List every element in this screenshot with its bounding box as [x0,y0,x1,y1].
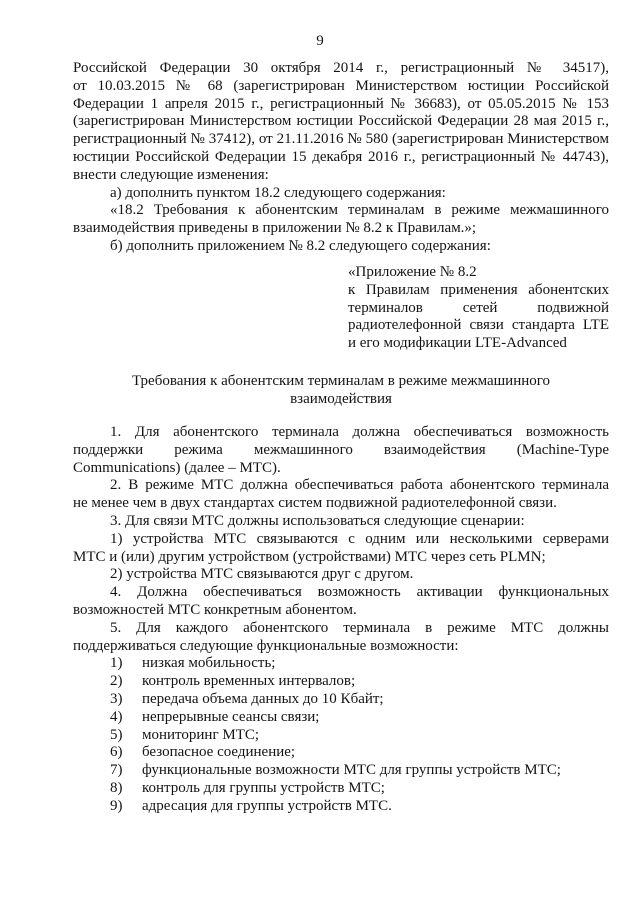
item-number: 7) [110,762,123,779]
item-number: 3) [110,690,123,707]
item-number: 9) [110,797,123,814]
requirements-body [73,424,609,816]
list-item [73,744,609,762]
item-text: низкая мобильность; [142,655,276,672]
page-number: 9 [316,33,324,49]
list-item [73,798,609,816]
quote-line: «18.2 Требования к абонентским терминалам в режиме межмашинного [110,202,609,219]
text-line: Федерации 1 апреля 2015 г., регистрационный № 36683), от 05.05.2015 № 153 [73,95,609,112]
item-number: 5) [110,726,123,743]
text-line: регистрационный № 37412), от 21.11.2016 № 580 (зарегистрирован Министерством [73,131,609,148]
text-line: Российской Федерации 30 октября 2014 г., регистрационный № 34517), [73,60,609,76]
clause-line: поддерживаться следующие функциональные возможности: [73,637,459,654]
list-item [73,709,609,727]
item-text: контроль для группы устройств МТС; [142,779,385,796]
appendix-line: и его модификации LTE-Advanced [348,335,567,352]
list-item [73,780,609,798]
appendix-line: терминалов сетей подвижной [348,299,609,316]
clause-line: 1. Для абонентского терминала должна обеспечиваться возможность [110,424,609,440]
list-item [73,673,609,691]
scenario-line: 2) устройства МТС связываются друг с другом. [110,566,414,583]
appendix-header [348,264,609,353]
item-text: безопасное соединение; [142,744,296,761]
item-text: функциональные возможности МТС для группы устройств МТС; [142,762,561,779]
item-number: 8) [110,779,123,796]
clause-line: Communications) (далее – МТС). [73,459,281,476]
item-text: передача объема данных до 10 Кбайт; [142,690,384,707]
list-item [73,727,609,745]
clause-line: 3. Для связи МТС должны использоваться следующие сценарии: [110,512,525,529]
list-item [73,691,609,709]
appendix-line: к Правилам применения абонентских [348,281,609,298]
item-number: 6) [110,744,123,761]
scenario-line: МТС и (или) другим устройством (устройствами) МТС через сеть PLMN; [73,548,546,565]
item-number: 2) [110,673,123,690]
text-line: от 10.03.2015 № 68 (зарегистрирован Министерством юстиции Российской [73,77,609,94]
clause-line: 2. В режиме МТС должна обеспечиваться работа абонентского терминала [110,477,609,494]
item-text: мониторинг МТС; [142,726,260,743]
clause-line: не менее чем в двух стандартах систем подвижной радиотелефонной связи. [73,495,557,512]
list-item [73,655,609,673]
clause-line: возможностей МТС конкретным абонентом. [73,601,357,618]
amendment-a: а) дополнить пунктом 18.2 следующего содержания: [110,184,446,201]
clause-line: 5. Для каждого абонентского терминала в режиме МТС должны [110,619,609,636]
text-line: (зарегистрирован Министерством юстиции Российской Федерации 28 мая 2015 г., [73,113,609,130]
clause-line: 4. Должна обеспечиваться возможность активации функциональных [110,584,609,601]
text-line: юстиции Российской Федерации 15 декабря 2016 г., регистрационный № 44743), [73,148,609,165]
appendix-line: радиотелефонной связи стандарта LTE [348,317,609,334]
title-line: взаимодействия [290,390,392,407]
item-number: 1) [110,655,123,672]
text-line: внести следующие изменения: [73,166,269,183]
item-text: адресация для группы устройств МТС. [142,797,392,814]
item-number: 4) [110,708,123,725]
list-item [73,762,609,780]
item-text: непрерывные сеансы связи; [142,708,320,725]
amendment-b: б) дополнить приложением № 8.2 следующего содержания: [110,237,491,254]
quote-line: взаимодействия приведены в приложении № 8.2 к Правилам.»; [73,220,477,237]
clause-line: поддержки режима межмашинного взаимодействия (Machine-Type [73,441,609,458]
item-text: контроль временных интервалов; [142,673,356,690]
section-title [73,373,609,409]
appendix-title: «Приложение № 8.2 [348,264,477,280]
title-line: Требования к абонентским терминалам в режиме межмашинного [131,373,551,389]
scenario-line: 1) устройства МТС связываются с одним или несколькими серверами [110,530,609,547]
intro-paragraph [73,60,609,256]
